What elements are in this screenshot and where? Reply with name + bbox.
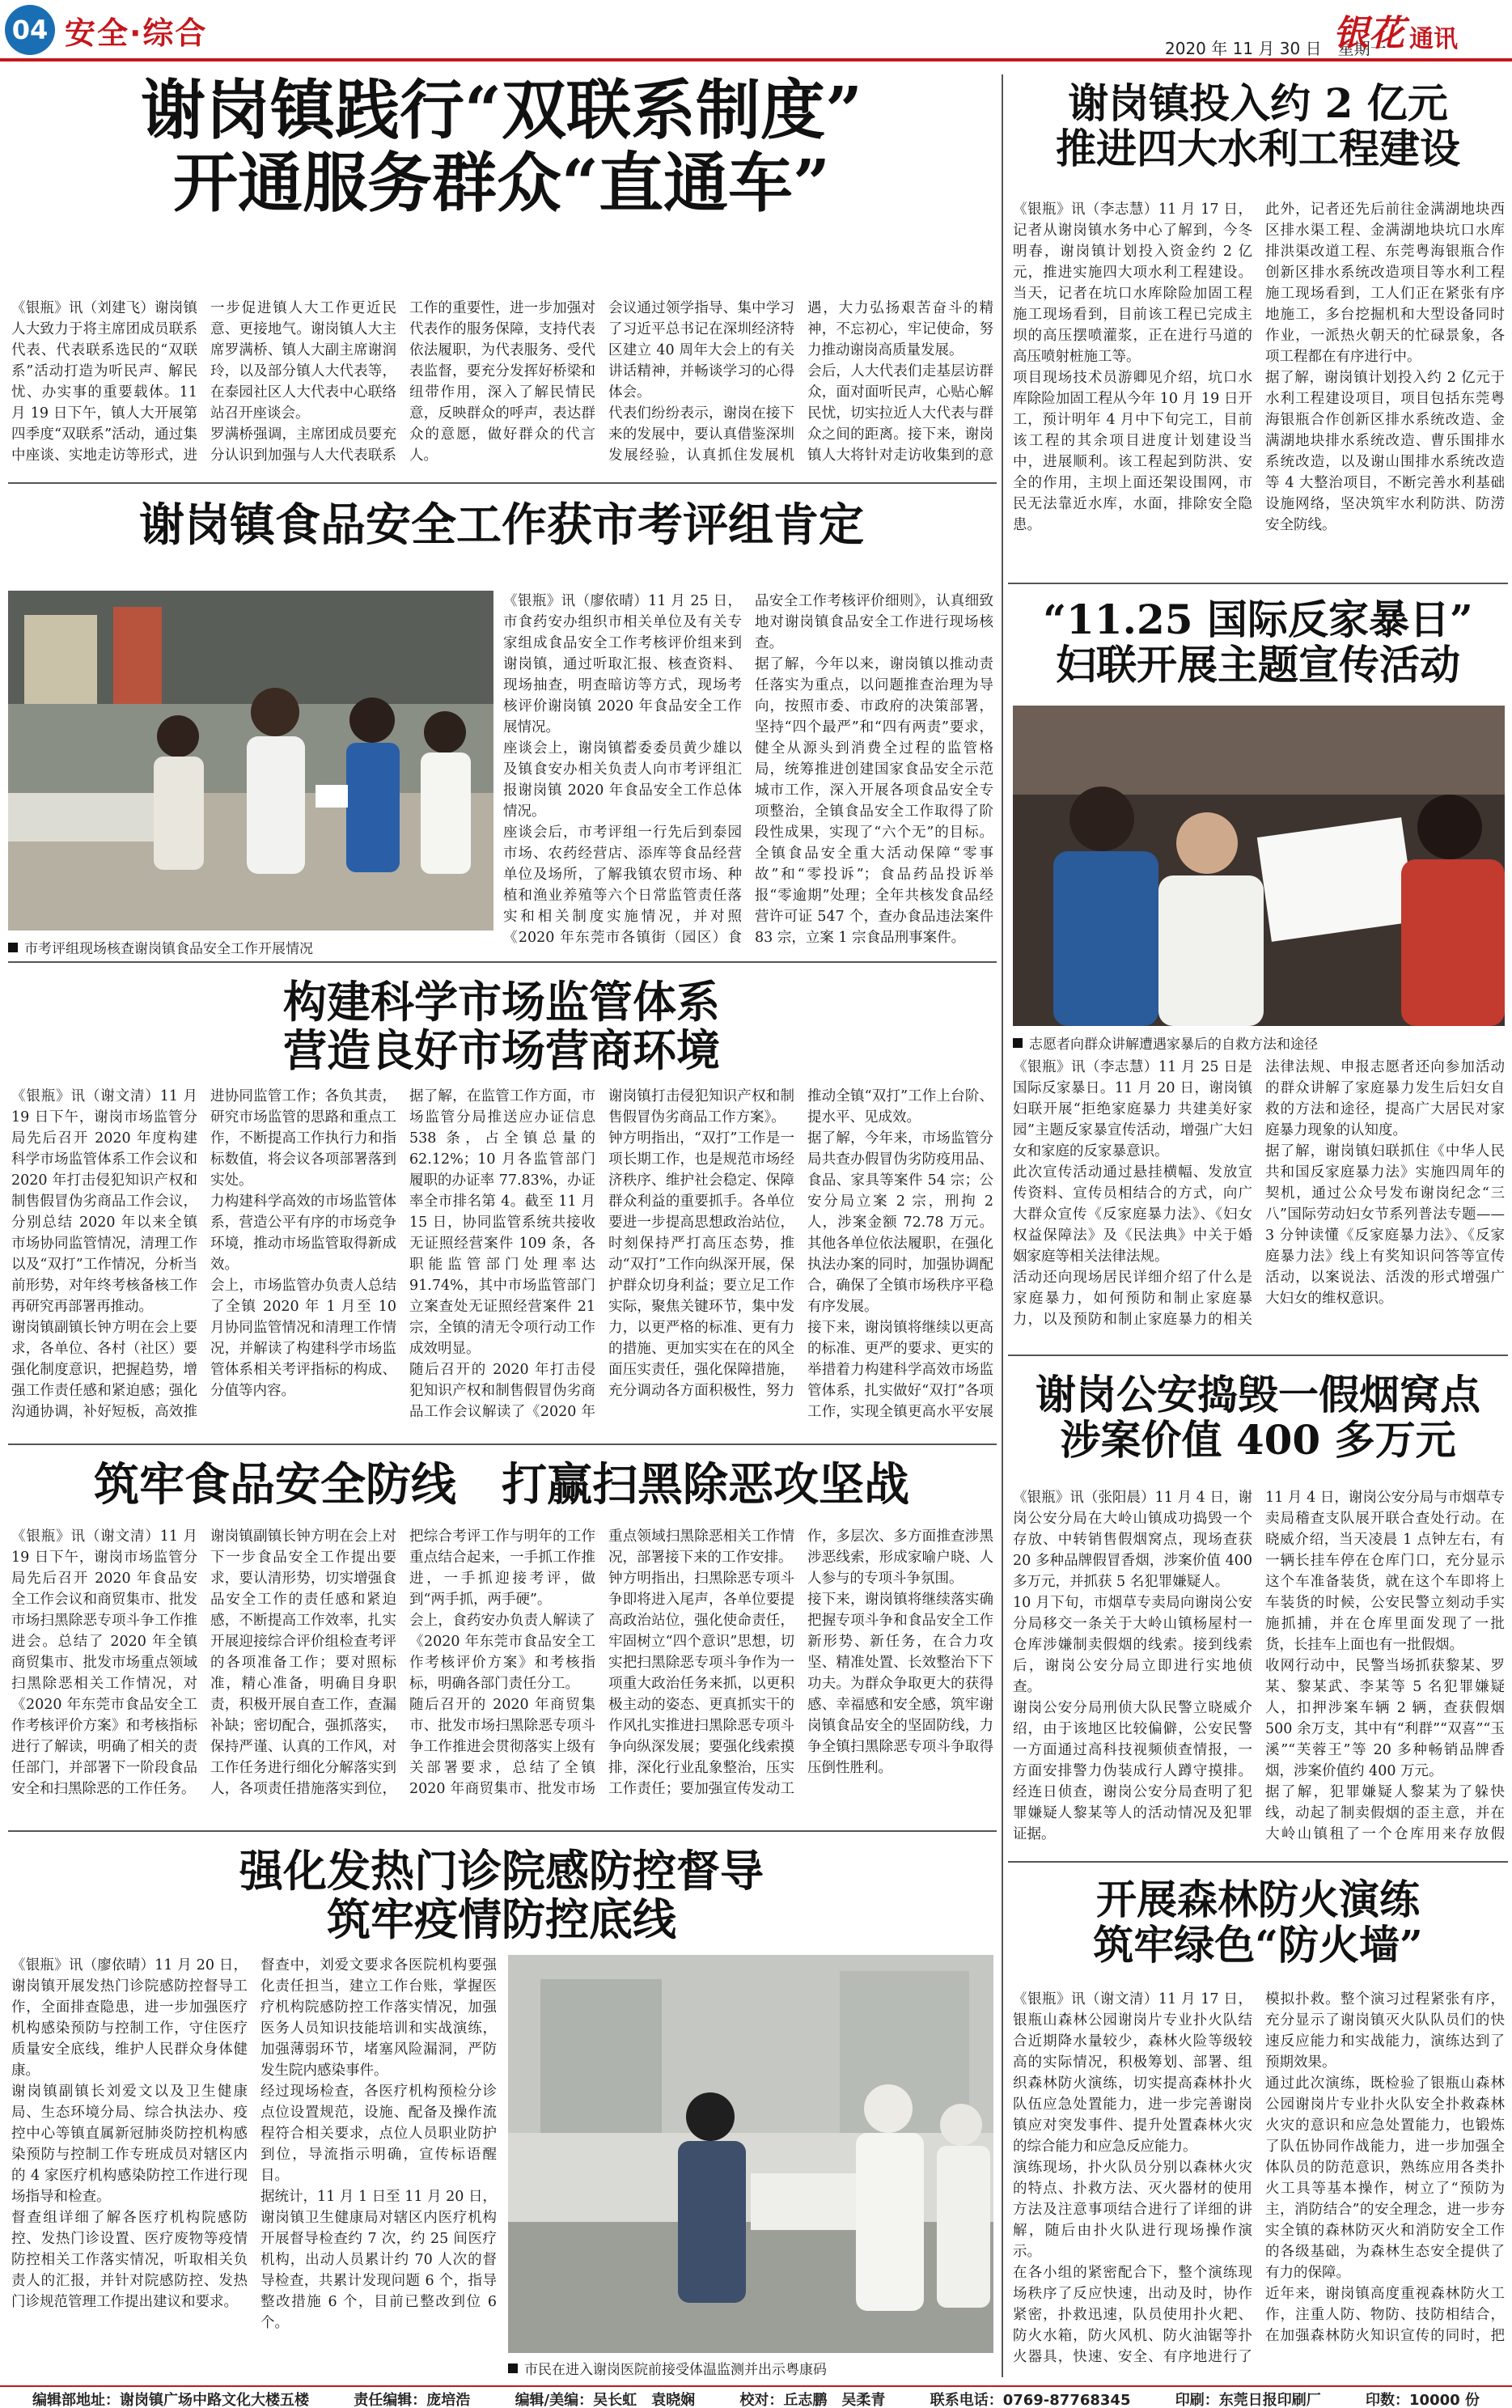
- article-5-headline-line2: 营造良好市场营商环境: [283, 1024, 720, 1077]
- article-6-para: 谢岗公安分局刑侦大队民警立晓威介绍，由于该地区比较偏僻，公安民警一方面通过高科技视频侦查情报，一方面安排警力伪装成行人蹲守摸排。经连日侦查，谢岗公安分局查明了犯罪嫌疑人黎某等人的活动情况及犯罪证据。: [1013, 1700, 1252, 1842]
- article-2-body: [1013, 199, 1505, 574]
- article-4-headline-line2: 妇联开展主题宣传活动: [1056, 641, 1460, 689]
- article-5-headline: [32, 977, 971, 1075]
- article-4-para: 此次宣传活动通过悬挂横幅、发放宣传资料、宣传员相结合的方式，向广大群众宣传《反家庭暴力法》、《妇女权益保障法》及《民法典》中关于婚姻家庭等相关法律法规。: [1013, 1164, 1252, 1265]
- article-4-headline-line1: “11.25 国际反家暴日”: [1043, 596, 1473, 643]
- article-5-para: 随后召开的 2020 年打击侵犯知识产权和制售假冒伪劣商品工作会议解读了《2020 年谢岗镇打击侵犯知识产权和制售假冒伪劣商品工作方案》。: [409, 1088, 794, 1420]
- caption-bullet-icon: [508, 2363, 518, 2373]
- footer-address: 编辑部地址：谢岗镇广场中路文化大楼五楼: [32, 2392, 309, 2408]
- article-4-para: 据了解，谢岗镇妇联抓住《中华人民共和国反家庭暴力法》实施四周年的契机，通过公众号发布谢岗纪念“三八”国际劳动妇女节系列普法专题——3 分钟读懂《反家庭暴力法》、《反家庭暴力法》线上有奖知识问答等宣传活动，以案说法、活泼的形式增强广大妇女的维权意识。: [1265, 1143, 1505, 1307]
- article-3-para: 座谈会后，市考评组一行先后到泰园市场、农药经营店、添库等食品经营单位及场所，了解我镇农贸市场、种植和渔业养殖等六个日常监管责任落实和相关制度实施情况，并对照《2020 年东莞市各镇街（园区）食品安全工作考核评价细则》，认真细致地对谢岗镇食品安全工作进行现场核查。: [503, 593, 993, 946]
- article-4-headline: [1011, 597, 1505, 688]
- article-2-headline: [1011, 81, 1505, 172]
- article-1-para: 代表们纷纷表示，谢岗在接下来的发展中，要认真借鉴深圳发展经验，认真抓住发展机遇，大力弘扬艰苦奋斗的精神，不忘初心，牢记使命，努力推动谢岗高质量发展。: [608, 300, 993, 464]
- section-name: 安全·综合: [65, 15, 208, 51]
- footer-printer: 印刷：东莞日报印刷厂: [1175, 2392, 1321, 2408]
- divider: [8, 1830, 997, 1832]
- article-6-body: [1013, 1487, 1505, 1853]
- article-8-para: 经过现场检查，各医疗机构预检分诊点位设置规范，设施、配备及操作流程符合相关要求，点位人员职业防护到位，导流指示明确，宣传标语醒目。: [260, 2084, 497, 2184]
- article-6-para: 10 月下旬，市烟草专卖局向谢岗公安分局移交一条关于大岭山镇杨屋村一仓库涉嫌制卖假烟的线索。接到线索后，谢岗公安分局立即进行实地侦查。: [1013, 1595, 1252, 1695]
- hospital-entrance-photo: [508, 1955, 993, 2353]
- brand-main: 银花: [1333, 13, 1404, 54]
- article-9-headline-line1: 开展森林防火演练: [1096, 1876, 1420, 1923]
- article-2-para: 项目现场技术员游卿见介绍，坑口水库除险加固工程从今年 10 月 19 日开工，预计明年 4 月中下旬完工，目前该工程的其余项目进度计划建设当中，进展顺利。该工程起到防洪、安全的作用，主坝上面还架设围网，市民无法靠近水库，水面，排除安全隐患。: [1013, 370, 1252, 533]
- article-6-para: 据了解，犯罪嫌疑人黎某为了躲快线，动起了制卖假烟的歪主意，并在大岭山镇租了一个仓库用来存放假: [1265, 1784, 1505, 1842]
- article-7-headline: 筑牢食品安全防线 打赢扫黑除恶攻坚战: [94, 1458, 909, 1511]
- brand-logo: [1333, 6, 1506, 52]
- article-8-headline: [32, 1846, 971, 1944]
- article-8-para: 《银瓶》讯（廖依晴）11 月 20 日，谢岗镇开展发热门诊院感防控督导工作，全面排查隐患，进一步加强医疗机构感染预防与控制工作，守住医疗质量安全底线，维护人民群众身体健康。: [11, 1957, 248, 2079]
- article-6-headline-line2: 涉案价值 400 多万元: [1060, 1416, 1456, 1464]
- article-2-headline-line1: 谢岗镇投入约 2 亿元: [1068, 79, 1448, 127]
- article-8-headline-line2: 筑牢疫情防控底线: [327, 1893, 676, 1946]
- article-2-para: 据了解，谢岗镇计划投入约 2 亿元于水利工程建设项目，项目包括东莞粤海银瓶合作创新区排水系统改造、金满湖地块排水系统改造、曹乐围排水系统改造，以及谢山围排水系统改造等 4 大整治项目，不断完善水利基础设施网络，坚决筑牢水利防洪、防涝安全防线。: [1265, 370, 1505, 533]
- article-7-para: 谢岗镇副镇长钟方明在会上对下一步食品安全工作提出要求，要认清形势，切实增强食品安全工作的责任感和紧迫感，不断提高工作效率，扎实开展迎接综合评价组检查考评的各项准备工作；要对照标准，精心准备，明确目身职责，积极开展自查工作，查漏补缺；密切配合，强抓落实，保持严谨、认真的工作风，对工作任务进行细化分解落实到人，各项责任措施落实到位，把综合考评工作与明年的工作重点结合起来，一手抓工作推进，一手抓迎接考评，做到“两手抓，两手硬”。: [210, 1528, 595, 1797]
- divider: [8, 482, 997, 484]
- article-8-caption-text: 市民在进入谢岗医院前接受体温监测并出示粤康码: [524, 2362, 827, 2378]
- article-6-para: 11 月 4 日，谢岗公安分局与市烟草专卖局稽查支队展开联合查处行动。在晓威介绍，当天凌晨 1 点钟左右，有一辆长挂车停在仓库门口，充分显示这个车准备装货，就在这个车即将上车装货的时候，公安民警立刻动手实施抓捕，并在仓库里面发现了一批货，长挂车上面也有一批假烟。: [1265, 1490, 1505, 1653]
- article-9-headline: [1011, 1877, 1505, 1968]
- article-9-para: 《银瓶》讯（谢文清）11 月 17 日，银瓶山森林公园谢岗片专业扑火队结合近期降水量较少，森林火险等级较高的实际情况，积极筹划、部署、组织森林防火演练，切实提高森林扑火队伍应急处置能力，进一步完善谢岗镇应对突发事件、提升处置森林火灾的综合能力和应急反应能力。: [1013, 1991, 1252, 2155]
- page-number-badge: 04: [5, 5, 55, 55]
- article-1-body: [11, 298, 993, 473]
- article-4-photo: [1013, 706, 1505, 1026]
- article-3-headline: 谢岗镇食品安全工作获市考评组肯定: [139, 498, 864, 552]
- article-4-caption: [1013, 1032, 1505, 1053]
- article-8-para: 督查组详细了解各医疗机构院感防控、发热门诊设置、医疗废物等疫情防控相关工作落实情况，听取相关负责人的汇报，并针对院感防控、发热门诊规范管理工作提出建议和要求。: [11, 2210, 248, 2310]
- article-3-caption-text: 市考评组现场核查谢岗镇食品安全工作开展情况: [24, 941, 313, 957]
- footer-phone: 联系电话：0769-87768345: [930, 2392, 1131, 2408]
- article-4-para: 活动还向现场居民详细介绍了什么是家庭暴力，如何预防和制止家庭暴力，以及预防和制止家庭暴力的相关法律法规、申报志愿者还向参加活动的群众讲解了家庭暴力发生后妇女自救的方法和途径，提高广大居民对家庭暴力现象的认知度。: [1013, 1059, 1505, 1328]
- article-8-photo: [508, 1955, 993, 2353]
- article-3-caption: [8, 937, 493, 957]
- article-8-para: 谢岗镇副镇长刘爱文以及卫生健康局、生态环境分局、综合执法办、疫控中心等镇直属新冠肺炎防控机构感染预防与控制工作专班成员对辖区内的 4 家医疗机构感染防控工作进行现场指导和检查。: [11, 2084, 248, 2205]
- divider: [1008, 1861, 1508, 1863]
- footer-print-run: 印数：10000 份: [1366, 2392, 1480, 2408]
- article-9-body: [1013, 1989, 1505, 2376]
- article-9-para: 近年来，谢岗镇高度重视森林防火工作，注重人防、物防、技防相结合，在加强森林防火知识宣传的同时，把: [1265, 2286, 1505, 2344]
- article-5-para: 接下来，谢岗镇将继续以更高的标准、更严的要求、更实的举措着力构建科学高效市场监管体系，扎实做好“双打”各项工作，实现全镇更高水平安展: [807, 1320, 993, 1420]
- issue-date: 2020 年 11 月 30 日 星期一: [1165, 39, 1387, 58]
- divider: [1008, 1354, 1508, 1356]
- divider: [8, 1444, 997, 1445]
- article-5-para: 钟方明指出，“双打”工作是一项长期工作，也是规范市场经济秩序、维护社会稳定、保障群众利益的重要抓手。各单位要进一步提高思想政治站位，时刻保持严打高压态势，推动“双打”工作向纵深开展，保护群众切身利益；要立足工作实际，聚焦关键环节，集中发力，以更严格的标准、更有力的措施、更加实实在在的风全面压实责任，强化保障措施，充分调动各方面积极性，努力推动全镇“双打”工作上台阶、提水平、见成效。: [608, 1088, 993, 1399]
- article-5-para: 据了解，在监管工作方面，市场监管分局推送应办证信息 538 条，占全镇总量的 62.12%；10 月各监管部门履职的办证率 77.83%，办证率全市排名第 4。截至 11 月 15 日，协同监管系统共接收无证照经营案件 109 条，各职能监管部门处理率达 91.74%，其中市场监管部门立案查处无证照经营案件 21 宗，全镇的清无令项行动工作成效明显。: [409, 1088, 595, 1357]
- article-8-para: 督查中，刘爱文要求各医院机构要强化责任担当，建立工作台账，掌握医疗机构院感防控工作落实情况，加强医务人员知识技能培训和实战演练，加强薄弱环节，堵塞风险漏洞，严防发生院内感染事件。: [260, 1957, 497, 2079]
- footer: [0, 2389, 1512, 2408]
- article-8-body: [11, 1955, 497, 2376]
- article-7-para: 接下来，谢岗镇将继续落实确把握专项斗争和食品安全工作新形势、新任务，在合力攻坚、精准处置、长效整治下下功夫。为群众争取更大的获得感、幸福感和安全感，筑牢谢岗镇食品安全的坚固防线，力争全镇扫黑除恶专项斗争取得压倒性胜利。: [807, 1592, 993, 1776]
- article-7-para: 《银瓶》讯（谢文清）11 月 19 日下午，谢岗市场监管分局先后召开 2020 年食品安全工作会议和商贸集市、批发市场扫黑除恶专项斗争工作推进会。总结了 2020 年全镇商贸集市、批发市场重点领域扫黑除恶相关工作情况，对《2020 年东莞市食品安全工作考核评价方案》和考核指标进行了解读，明确了相关的责任部门，并部署下一阶段食品安全和扫黑除恶的工作任务。: [11, 1528, 197, 1797]
- article-7-para: 钟方明指出，扫黑除恶专项斗争即将进入尾声，各单位要提高政治站位，强化使命责任，牢固树立“四个意识”思想，切实把扫黑除恶专项斗争作为一项重大政治任务来抓，以更积极主动的姿态、更真抓实干的作风扎实推进扫黑除恶专项斗争向纵深发展；要强化线索摸排，深化行业乱象整治，压实工作责任；要加强宣传发动工作，多层次、多方面推查涉黑涉恶线索，形成家喻户晓、人人参与的专项斗争氛围。: [608, 1528, 993, 1797]
- article-3-para: 《银瓶》讯（廖依晴）11 月 25 日，市食药安办组织市相关单位及有关专家组成食品安全工作考核评价组来到谢岗镇，通过听取汇报、核查资料、现场抽查，明查暗访等方式，现场考核评价谢岗镇 2020 年食品安全工作展情况。: [503, 593, 742, 736]
- article-5-para: 力构建科学高效的市场监管体系，营造公平有序的市场竞争环境，推动市场监管取得新成效。: [210, 1193, 396, 1273]
- article-9-para: 演练现场，扑火队员分别以森林火灾的特点、扑救方法、灭火器材的使用方法及注意事项结合进行了详细的讲解，随后由扑火队进行现场操作演示。: [1013, 2160, 1252, 2260]
- article-6-para: 《银瓶》讯（张阳晨）11 月 4 日，谢岗公安分局在大岭山镇成功捣毁一个存放、中转销售假烟窝点，现场查获 20 多种品牌假冒香烟，涉案价值 400 多万元，并抓获 5 名犯罪嫌疑人。: [1013, 1490, 1252, 1590]
- top-rule: [0, 58, 1512, 61]
- footer-proofreaders: 校对：丘志鹏 吴柔青: [739, 2392, 886, 2408]
- article-7-para: 随后召开的 2020 年商贸集市、批发市场扫黑除恶专项斗争工作推进会贯彻落实上级有关部署要求，总结了全镇 2020 年商贸集市、批发市场重点领域扫黑除恶相关工作情况，部署接下来的工作安排。: [409, 1528, 794, 1797]
- divider: [8, 961, 997, 963]
- article-5-headline-line1: 构建科学市场监管体系: [283, 976, 720, 1028]
- article-4-caption-text: 志愿者向群众讲解遭遇家暴后的自救方法和途径: [1029, 1037, 1318, 1053]
- article-3-body: [503, 591, 993, 953]
- article-3-para: 座谈会上，谢岗镇蓄委委员黄少雄以及镇食安办相关负责人向市考评组汇报谢岗镇 2020 年食品安全工作总体情况。: [503, 740, 742, 820]
- market-inspection-photo: [8, 591, 493, 931]
- article-2-para: 《银瓶》讯（李志慧）11 月 17 日，记者从谢岗镇水务中心了解到，今冬明春，谢岗镇计划投入资金约 2 亿元，推进实施四大项水利工程建设。当天，记者在坑口水库除险加固工程施工现场看到，目前该工程已完成主坝的高压摆喷灌浆，正在进行马道的高压喷射桩施工等。: [1013, 201, 1252, 365]
- article-2-headline-line2: 推进四大水利工程建设: [1056, 125, 1460, 172]
- column-divider: [1002, 74, 1003, 2377]
- article-5-para: 会上，市场监管办负责人总结了全镇 2020 年 1 月至 10 月协同监管情况和清理工作情况，并解读了构建科学市场监管体系相关考评指标的构成、分值等内容。: [210, 1278, 396, 1399]
- article-9-para: 通过此次演练，既检验了银瓶山森林公园谢岗片专业扑火队安全扑救森林火灾的意识和应急处置能力，也锻炼了队伍协同作战能力，进一步加强全体队员的防范意识，熟练应用各类扑火工具等基本操作，树立了“预防为主，消防结合”的安全理念，进一步夯实全镇的森林防灭火和消防安全工作的各级基础，为森林生态安全提供了有力的保障。: [1265, 2075, 1505, 2281]
- caption-bullet-icon: [1013, 1038, 1023, 1048]
- article-1-para: 会后，人大代表们走基层访群众，面对面听民声，心贴心解民忧，切实拉近人大代表与群众之间的距离。接下来，谢岗镇人大将针对走访收集到的意: [807, 363, 993, 464]
- footer-editors: 编辑/美编：吴长虹 袁晓娴: [515, 2392, 696, 2408]
- article-1-para: 《银瓶》讯（刘建飞）谢岗镇人大致力于将主席团成员联系代表、代表联系选民的“双联系”活动打造为听民声、解民忧、办实事的重要载体。11 月 19 日下午，镇人大开展第四季度“双联系”活动，通过集中座谈、实地走访等形式，进一步促进镇人大工作更近民意、更接地气。谢岗镇人大主席罗满桥、镇人大副主席谢润玲，以及部分镇人大代表等，在泰园社区人大代表中心联络站召开座谈会。: [11, 300, 396, 464]
- article-5-para: 《银瓶》讯（谢文清）11 月 19 日下午，谢岗市场监管分局先后召开 2020 年度构建科学市场监管体系工作会议和 2020 年打击侵犯知识产权和制售假冒伪劣商品工作会议，分别总结 2020 年以来全镇市场协同监管情况，清理工作以及“双打”工作情况，分析当前形势，对年终考核备核工作再研究再部署再推动。: [11, 1088, 197, 1315]
- article-7-para: 会上，食药安办负责人解读了《2020 年东莞市食品安全工作考核评价方案》和考核指标，明确各部门责任分工。: [409, 1613, 595, 1692]
- article-5-para: 谢岗镇副镇长钟方明在会上要求，各单位、各村（社区）要强化制度意识，把握趋势，增强工作责任感和紧迫感；强化沟通协调，补好短板，高效推进协同监管工作；各负其责，研究市场监管的思路和重点工作，不断提高工作执行力和指标数值，将会议各项部署落到实处。: [11, 1088, 396, 1420]
- article-7-body: [11, 1526, 993, 1821]
- article-9-headline-line2: 筑牢绿色“防火墙”: [1093, 1921, 1423, 1969]
- article-4-body: [1013, 1057, 1505, 1346]
- article-1-headline: [32, 74, 971, 219]
- article-5-body: [11, 1086, 993, 1435]
- article-2-para: 此外，记者还先后前往金满湖地块西区排水渠工程、金满湖地块坑口水库排洪渠改道工程、东莞粤海银瓶合作创新区排水系统改造项目等水利工程施工现场看到，工人们正在紧张有序地施工，多台挖掘机和大型设备同时作业，一派热火朝天的忙碌景象，各项工程都在有序进行中。: [1265, 201, 1505, 365]
- caption-bullet-icon: [8, 943, 18, 952]
- article-3-para: 据了解，今年以来，谢岗镇以推动责任落实为重点，以问题推查治理为导向，按照市委、市政府的决策部署，坚持“四个最严”和“四有两责”要求，健全从源头到消费全过程的监管格局，统筹推进创建国家食品安全示范城市工作，深入开展各项食品安全专项整治，全镇食品安全工作取得了阶段性成果，实现了“六个无”的目标。全镇食品安全重大活动保障“零事故”和“零投诉”；食品药品投诉举报“零逾期”处理；全年共核发食品经营许可证 547 个，查办食品违法案件 83 宗，立案 1 宗食品刑事案件。: [755, 656, 993, 946]
- article-8-para: 据统计，11 月 1 日至 11 月 20 日，谢岗镇卫生健康局对辖区内医疗机构开展督导检查约 7 次，约 25 间医疗机构，出动人员累计约 70 人次的督导检查，共累计发现问题 6 个，指导整改措施 6 个，目前已整改到位 6 个。: [260, 2189, 497, 2331]
- divider: [1008, 583, 1508, 584]
- article-6-headline-line1: 谢岗公安捣毁一假烟窝点: [1036, 1371, 1480, 1418]
- volunteers-photo: [1013, 706, 1505, 1026]
- article-9-para: 在各小组的紧密配合下，整个演练现场秩序了反应快速，出动及时，协作紧密，扑救迅速，队员使用扑火耙、防火水箱，防火风机、防火油锯等扑火器具，快速、安全、有序地进行了模拟扑救。整个演习过程紧张有序，充分显示了谢岗镇灭火队队员们的快速反应能力和实战能力，演练达到了预期效果。: [1013, 1991, 1505, 2365]
- article-1-headline-line1: 谢岗镇践行“双联系制度”: [140, 72, 863, 148]
- article-8-caption: [508, 2358, 993, 2378]
- article-1-headline-line2: 开通服务群众“直通车”: [172, 144, 831, 221]
- article-1-para: 罗满桥强调，主席团成员要充分认识到加强与人大代表联系工作的重要性，进一步加强对代表作的服务保障，支持代表依法履职，为代表服务、受代表监督，要充分发挥好桥梁和纽带作用，深入了解民情民意，反映群众的呼声，表达群众的意愿，做好群众的代言人。: [210, 300, 595, 464]
- footer-chief-editor: 责任编辑：庞培浩: [354, 2392, 471, 2408]
- article-5-para: 据了解，今年来，市场监管分局共查办假冒伪劣防疫用品、食品、家具等案件 54 宗；公安分局立案 2 宗，刑拘 2 人，涉案金额 72.78 万元。其他各单位依法履职，在强化执法办案的同时，加强协调配合，确保了全镇市场秩序平稳有序发展。: [807, 1130, 993, 1315]
- article-6-para: 收网行动中，民警当场抓获黎某、罗某、黎某武、李某等 5 名犯罪嫌疑人，扣押涉案车辆 2 辆，查获假烟 500 余万支，其中有“利群”“双喜”“玉溪”“芙蓉王”等 20 多种畅销品牌香烟，涉案价值约 400 万元。: [1265, 1658, 1505, 1779]
- footer-rule: [0, 2385, 1512, 2387]
- article-6-headline: [1011, 1372, 1505, 1463]
- article-4-para: 《银瓶》讯（李志慧）11 月 25 日是国际反家暴日。11 月 20 日，谢岗镇妇联开展“拒绝家庭暴力 共建美好家园”主题反家暴宣传活动，增强广大妇女和家庭的反家暴意识。: [1013, 1059, 1252, 1159]
- article-3-photo: [8, 591, 493, 931]
- article-1-para: 会议通过领学指导、集中学习了习近平总书记在深圳经济特区建立 40 周年大会上的有关讲话精神，并畅谈学习的心得体会。: [608, 300, 794, 401]
- article-8-headline-line1: 强化发热门诊院感防控督导: [239, 1845, 764, 1897]
- brand-sub: 通讯: [1409, 25, 1458, 53]
